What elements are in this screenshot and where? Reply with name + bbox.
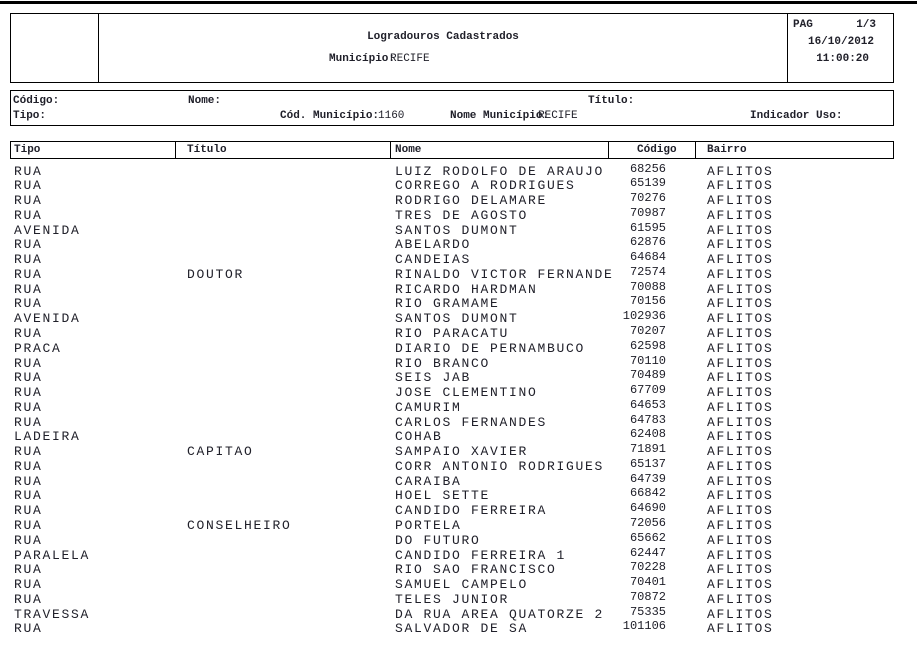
cell-tipo: RUA [14, 444, 43, 459]
table-row [0, 193, 917, 208]
filter-indicador-uso-label: Indicador Uso: [750, 110, 843, 122]
cell-nome: RINALDO VICTOR FERNANDE [395, 267, 614, 282]
cell-nome: DO FUTURO [395, 533, 481, 548]
cell-bairro: AFLITOS [707, 178, 774, 193]
cell-bairro: AFLITOS [707, 621, 774, 636]
cell-titulo: DOUTOR [187, 267, 245, 282]
filter-nome-municipio-label: Nome Município: [450, 110, 550, 122]
table-header [10, 141, 894, 159]
filter-codigo-label: Código: [13, 95, 60, 107]
cell-tipo: RUA [14, 474, 43, 489]
cell-bairro: AFLITOS [707, 400, 774, 415]
cell-nome: CARAIBA [395, 474, 462, 489]
table-row [0, 223, 917, 238]
table-row [0, 311, 917, 326]
cell-nome: SAMUEL CAMPELO [395, 577, 529, 592]
cell-bairro: AFLITOS [707, 193, 774, 208]
cell-nome: HOEL SETTE [395, 488, 491, 503]
cell-tipo: AVENIDA [14, 311, 81, 326]
cell-codigo: 101106 [622, 619, 666, 633]
column-header-tipo: Tipo [14, 144, 41, 156]
cell-codigo: 72056 [629, 516, 666, 530]
column-header-nome: Nome [395, 144, 422, 156]
cell-bairro: AFLITOS [707, 592, 774, 607]
cell-codigo: 102936 [622, 309, 666, 323]
column-header-codigo: Código [637, 144, 677, 156]
cell-bairro: AFLITOS [707, 282, 774, 297]
filter-cod-municipio-label: Cód. Município: [280, 110, 380, 122]
cell-nome: CANDEIAS [395, 252, 472, 267]
table-row [0, 296, 917, 311]
column-divider [608, 142, 609, 158]
cell-tipo: RUA [14, 488, 43, 503]
cell-tipo: RUA [14, 621, 43, 636]
logo-placeholder [11, 14, 99, 82]
top-rule [0, 1, 917, 4]
cell-codigo: 62447 [629, 546, 666, 560]
municipio-value: RECIFE [390, 53, 430, 65]
cell-tipo: RUA [14, 356, 43, 371]
cell-tipo: RUA [14, 370, 43, 385]
cell-codigo: 65137 [629, 457, 666, 471]
cell-bairro: AFLITOS [707, 356, 774, 371]
cell-nome: SEIS JAB [395, 370, 472, 385]
column-divider [695, 142, 696, 158]
cell-nome: LUIZ RODOLFO DE ARAUJO [395, 164, 605, 179]
cell-tipo: RUA [14, 252, 43, 267]
table-row [0, 607, 917, 622]
table-row [0, 341, 917, 356]
cell-bairro: AFLITOS [707, 459, 774, 474]
cell-codigo: 62408 [629, 427, 666, 441]
cell-bairro: AFLITOS [707, 607, 774, 622]
filter-titulo-label: Título: [588, 95, 635, 107]
table-row [0, 282, 917, 297]
cell-bairro: AFLITOS [707, 341, 774, 356]
table-row [0, 178, 917, 193]
cell-tipo: RUA [14, 592, 43, 607]
table-row [0, 400, 917, 415]
cell-nome: RIO BRANCO [395, 356, 491, 371]
cell-tipo: AVENIDA [14, 223, 81, 238]
cell-nome: RIO GRAMAME [395, 296, 500, 311]
column-header-titulo: Título [187, 144, 227, 156]
table-row [0, 429, 917, 444]
table-row [0, 415, 917, 430]
cell-nome: JOSE CLEMENTINO [395, 385, 538, 400]
cell-codigo: 70489 [629, 368, 666, 382]
table-row [0, 459, 917, 474]
cell-codigo: 70228 [629, 560, 666, 574]
cell-tipo: RUA [14, 193, 43, 208]
cell-codigo: 61595 [629, 221, 666, 235]
cell-bairro: AFLITOS [707, 533, 774, 548]
table-row [0, 164, 917, 179]
table-row [0, 503, 917, 518]
cell-codigo: 70276 [629, 191, 666, 205]
cell-nome: CANDIDO FERREIRA 1 [395, 548, 567, 563]
cell-nome: DIARIO DE PERNAMBUCO [395, 341, 586, 356]
cell-codigo: 68256 [629, 162, 666, 176]
table-row [0, 533, 917, 548]
cell-codigo: 70987 [629, 206, 666, 220]
pag-label: PAG [793, 19, 813, 31]
filter-nome-municipio-value: RECIFE [538, 110, 578, 122]
cell-codigo: 64684 [629, 250, 666, 264]
table-row [0, 548, 917, 563]
cell-bairro: AFLITOS [707, 208, 774, 223]
cell-codigo: 65139 [629, 176, 666, 190]
table-row [0, 356, 917, 371]
cell-codigo: 70872 [629, 590, 666, 604]
cell-nome: CORR ANTONIO RODRIGUES [395, 459, 605, 474]
cell-tipo: TRAVESSA [14, 607, 91, 622]
cell-nome: TRES DE AGOSTO [395, 208, 529, 223]
table-row [0, 252, 917, 267]
table-row [0, 267, 917, 282]
cell-codigo: 70156 [629, 294, 666, 308]
report-header [10, 13, 894, 83]
cell-tipo: RUA [14, 164, 43, 179]
cell-nome: DA RUA AREA QUATORZE 2 [395, 607, 605, 622]
cell-nome: SAMPAIO XAVIER [395, 444, 529, 459]
table-row [0, 518, 917, 533]
cell-codigo: 64783 [629, 413, 666, 427]
cell-tipo: RUA [14, 562, 43, 577]
cell-codigo: 70088 [629, 280, 666, 294]
cell-bairro: AFLITOS [707, 252, 774, 267]
cell-bairro: AFLITOS [707, 562, 774, 577]
cell-codigo: 75335 [629, 605, 666, 619]
cell-bairro: AFLITOS [707, 503, 774, 518]
cell-tipo: RUA [14, 503, 43, 518]
cell-codigo: 66842 [629, 486, 666, 500]
cell-tipo: RUA [14, 385, 43, 400]
column-divider [175, 142, 176, 158]
cell-bairro: AFLITOS [707, 518, 774, 533]
table-row [0, 444, 917, 459]
cell-tipo: RUA [14, 267, 43, 282]
cell-bairro: AFLITOS [707, 370, 774, 385]
cell-codigo: 70207 [629, 324, 666, 338]
table-row [0, 370, 917, 385]
cell-codigo: 64653 [629, 398, 666, 412]
cell-bairro: AFLITOS [707, 385, 774, 400]
cell-nome: RODRIGO DELAMARE [395, 193, 548, 208]
cell-tipo: RUA [14, 178, 43, 193]
cell-nome: ABELARDO [395, 237, 472, 252]
cell-bairro: AFLITOS [707, 429, 774, 444]
cell-tipo: RUA [14, 459, 43, 474]
cell-tipo: RUA [14, 518, 43, 533]
cell-nome: CANDIDO FERREIRA [395, 503, 548, 518]
pag-value: 1/3 [856, 19, 876, 31]
cell-codigo: 70401 [629, 575, 666, 589]
cell-tipo: LADEIRA [14, 429, 81, 444]
cell-nome: TELES JUNIOR [395, 592, 510, 607]
cell-tipo: RUA [14, 577, 43, 592]
cell-nome: CARLOS FERNANDES [395, 415, 548, 430]
report-time: 11:00:20 [816, 53, 869, 65]
cell-tipo: RUA [14, 415, 43, 430]
cell-codigo: 71891 [629, 442, 666, 456]
cell-codigo: 64690 [629, 501, 666, 515]
cell-bairro: AFLITOS [707, 326, 774, 341]
cell-nome: SALVADOR DE SA [395, 621, 529, 636]
cell-codigo: 64739 [629, 472, 666, 486]
cell-tipo: RUA [14, 237, 43, 252]
cell-tipo: RUA [14, 282, 43, 297]
cell-nome: RIO SAO FRANCISCO [395, 562, 557, 577]
table-row [0, 474, 917, 489]
cell-bairro: AFLITOS [707, 415, 774, 430]
cell-nome: RIO PARACATU [395, 326, 510, 341]
cell-codigo: 67709 [629, 383, 666, 397]
cell-titulo: CAPITAO [187, 444, 254, 459]
cell-tipo: PRACA [14, 341, 62, 356]
cell-tipo: RUA [14, 533, 43, 548]
page-number-line [793, 19, 876, 31]
table-row [0, 208, 917, 223]
filter-bar [10, 90, 894, 126]
report-date: 16/10/2012 [807, 36, 874, 48]
table-row [0, 237, 917, 252]
cell-bairro: AFLITOS [707, 164, 774, 179]
cell-nome: CORREGO A RODRIGUES [395, 178, 576, 193]
cell-codigo: 72574 [629, 265, 666, 279]
cell-bairro: AFLITOS [707, 311, 774, 326]
column-divider [390, 142, 391, 158]
table-row [0, 621, 917, 636]
table-row [0, 562, 917, 577]
cell-tipo: PARALELA [14, 548, 91, 563]
cell-bairro: AFLITOS [707, 296, 774, 311]
table-row [0, 385, 917, 400]
page-info [787, 14, 893, 82]
filter-cod-municipio-value: 1160 [378, 110, 405, 122]
cell-titulo: CONSELHEIRO [187, 518, 292, 533]
cell-tipo: RUA [14, 296, 43, 311]
cell-bairro: AFLITOS [707, 237, 774, 252]
cell-bairro: AFLITOS [707, 223, 774, 238]
cell-nome: CAMURIM [395, 400, 462, 415]
cell-tipo: RUA [14, 208, 43, 223]
cell-nome: RICARDO HARDMAN [395, 282, 538, 297]
filter-tipo-label: Tipo: [13, 110, 47, 122]
cell-bairro: AFLITOS [707, 267, 774, 282]
cell-codigo: 70110 [629, 354, 666, 368]
table-row [0, 592, 917, 607]
cell-nome: SANTOS DUMONT [395, 311, 519, 326]
table-row [0, 488, 917, 503]
cell-codigo: 65662 [629, 531, 666, 545]
cell-codigo: 62598 [629, 339, 666, 353]
cell-bairro: AFLITOS [707, 548, 774, 563]
cell-nome: SANTOS DUMONT [395, 223, 519, 238]
page-title: Logradouros Cadastrados [367, 31, 519, 43]
cell-bairro: AFLITOS [707, 444, 774, 459]
cell-bairro: AFLITOS [707, 488, 774, 503]
cell-bairro: AFLITOS [707, 474, 774, 489]
cell-tipo: RUA [14, 400, 43, 415]
cell-nome: COHAB [395, 429, 443, 444]
table-row [0, 326, 917, 341]
table-row [0, 577, 917, 592]
cell-nome: PORTELA [395, 518, 462, 533]
report-header-center [99, 14, 787, 82]
cell-tipo: RUA [14, 326, 43, 341]
cell-bairro: AFLITOS [707, 577, 774, 592]
municipio-label: Município: [329, 53, 396, 65]
cell-codigo: 62876 [629, 235, 666, 249]
filter-nome-label: Nome: [188, 95, 222, 107]
column-header-bairro: Bairro [707, 144, 747, 156]
